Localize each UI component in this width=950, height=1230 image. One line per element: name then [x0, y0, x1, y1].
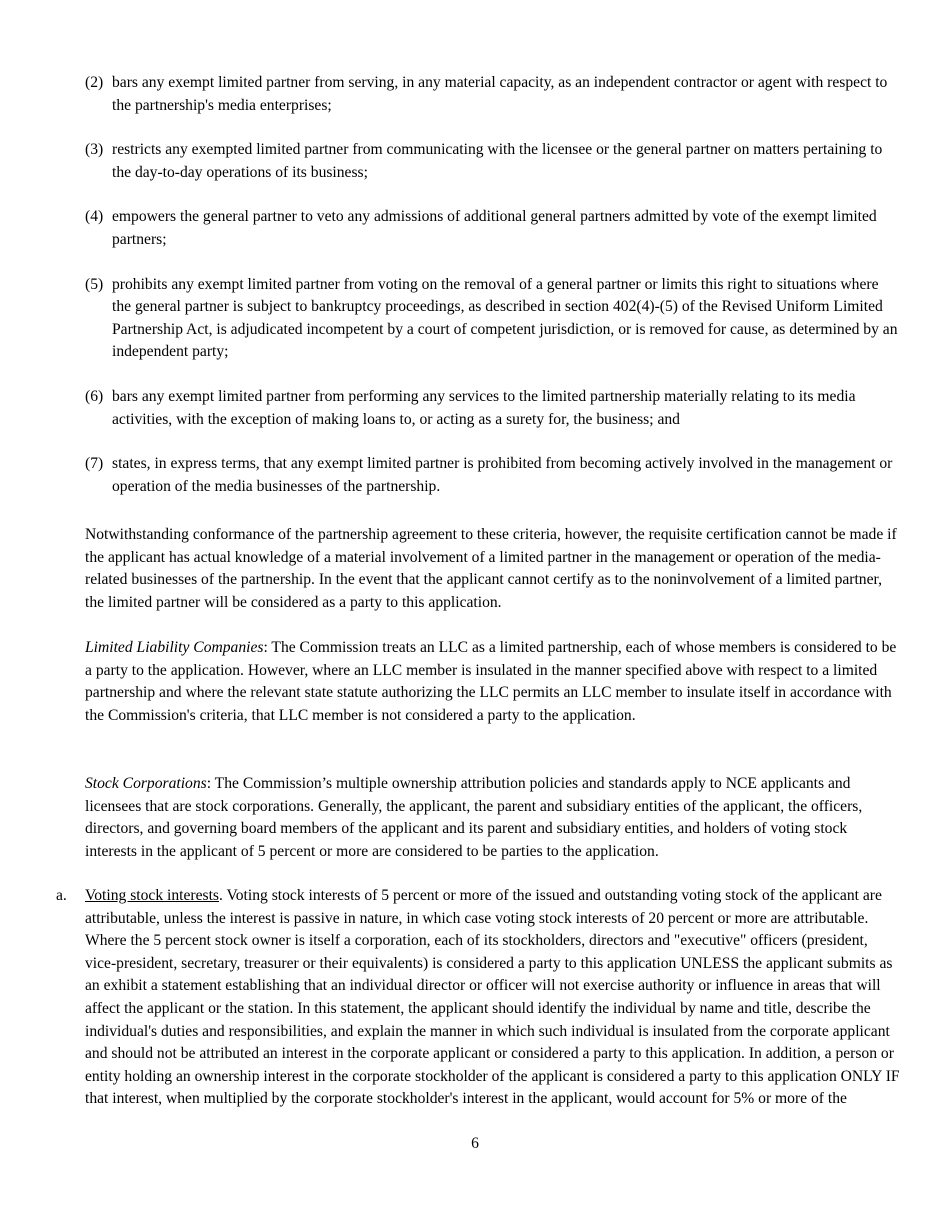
llc-heading: Limited Liability Companies [85, 639, 264, 656]
list-item-number: (4) [85, 208, 104, 226]
list-item-text: states, in express terms, that any exempt limited partner is prohibited from becoming actively involved in the management or operation of the media businesses of the partnership. [112, 455, 893, 495]
list-item [85, 386, 900, 431]
voting-heading: Voting stock interests [85, 887, 219, 904]
llc-text: : The Commission treats an LLC as a limited partnership, each of whose members is considered to be a party to the application. However, where an LLC member is insulated in the manner specified above with respect to a limited partnership and where the relevant state statute authorizing the LLC permits an LLC member to insulate itself in accordance with the Commission's criteria, that LLC member is not considered a party to the application. [85, 639, 897, 724]
list-item [85, 274, 900, 364]
voting-text: . Voting stock interests of 5 percent or more of the issued and outstanding voting stock of the applicant are attributable, unless the interest is passive in nature, in which case voting stock interests of 20 percent or more are attributable. Where the 5 percent stock owner is itself a corporation, each of its stockholders, directors and "executive" officers (president, vice-president, secretary, treasurer or their equivalents) is considered a party to this application UNLESS the applicant submits as an exhibit a statement establishing that an individual director or officer will not exercise authority or influence in areas that will affect the applicant or the station. In this statement, the applicant should identify the individual by name and title, describe the individual's duties and responsibilities, and explain the manner in which such individual is insulated from the corporate applicant and should not be attributed an interest in the corporate applicant or considered a party to this application. In addition, a person or entity holding an ownership interest in the corporate stockholder of the applicant is considered a party to this application ONLY IF that interest, when multiplied by the corporate stockholder's interest in the applicant, would account for 5% or more of the [85, 887, 900, 1108]
list-item-text: restricts any exempted limited partner from communicating with the licensee or the general partner on matters pertaining to the day-to-day operations of its business; [112, 141, 883, 181]
list-item-number: (5) [85, 275, 104, 293]
list-item-text: prohibits any exempt limited partner from voting on the removal of a general partner or limits this right to situations where the general partner is subject to bankruptcy proceedings, as described in section 402(4)-(5) of the Revised Uniform Limited Partnership Act, is adjudicated incompetent by a court of competent jurisdiction, or is removed for cause, as determined by an independent party; [112, 275, 898, 361]
criteria-list [85, 72, 900, 520]
list-item-number: (6) [85, 387, 104, 405]
voting-stock-paragraph [85, 885, 900, 1111]
list-item-text: bars any exempt limited partner from serving, in any material capacity, as an independent contractor or agent with respect to the partnership's media enterprises; [112, 74, 888, 114]
list-item-number: (7) [85, 455, 104, 473]
list-item [85, 139, 900, 184]
notwithstanding-paragraph: Notwithstanding conformance of the partnership agreement to these criteria, however, the requisite certification cannot be made if the applicant has actual knowledge of a material involvement of a limited partner in the management or operation of the media-related businesses of the partnership. In the event that the applicant cannot certify as to the noninvolvement of a limited partner, the limited partner will be considered as a party to this application. [85, 526, 897, 611]
page-number: 6 [471, 1135, 479, 1152]
section-marker: a. [56, 887, 67, 904]
list-item-number: (3) [85, 141, 104, 159]
stock-heading: Stock Corporations [85, 775, 207, 792]
stock-text: : The Commission’s multiple ownership attribution policies and standards apply to NCE applicants and licensees that are stock corporations. Generally, the applicant, the parent and subsidiary entities of the applicant, the officers, directors, and governing board members of the applicant and its parent and subsidiary entities, and holders of voting stock interests in the applicant of 5 percent or more are considered to be parties to the application. [85, 775, 863, 860]
llc-paragraph [85, 637, 900, 727]
voting-stock-section [56, 885, 900, 1111]
list-item-text: empowers the general partner to veto any admissions of additional general partners admitted by vote of the exempt limited partners; [112, 208, 877, 248]
list-item-number: (2) [85, 74, 104, 91]
stock-corporations-paragraph [85, 773, 900, 863]
list-item [85, 453, 900, 498]
list-item [85, 206, 900, 251]
list-item-text: bars any exempt limited partner from performing any services to the limited partnership materially relating to its media activities, with the exception of making loans to, or acting as a surety for, the business; and [112, 387, 856, 428]
list-item [85, 72, 900, 117]
